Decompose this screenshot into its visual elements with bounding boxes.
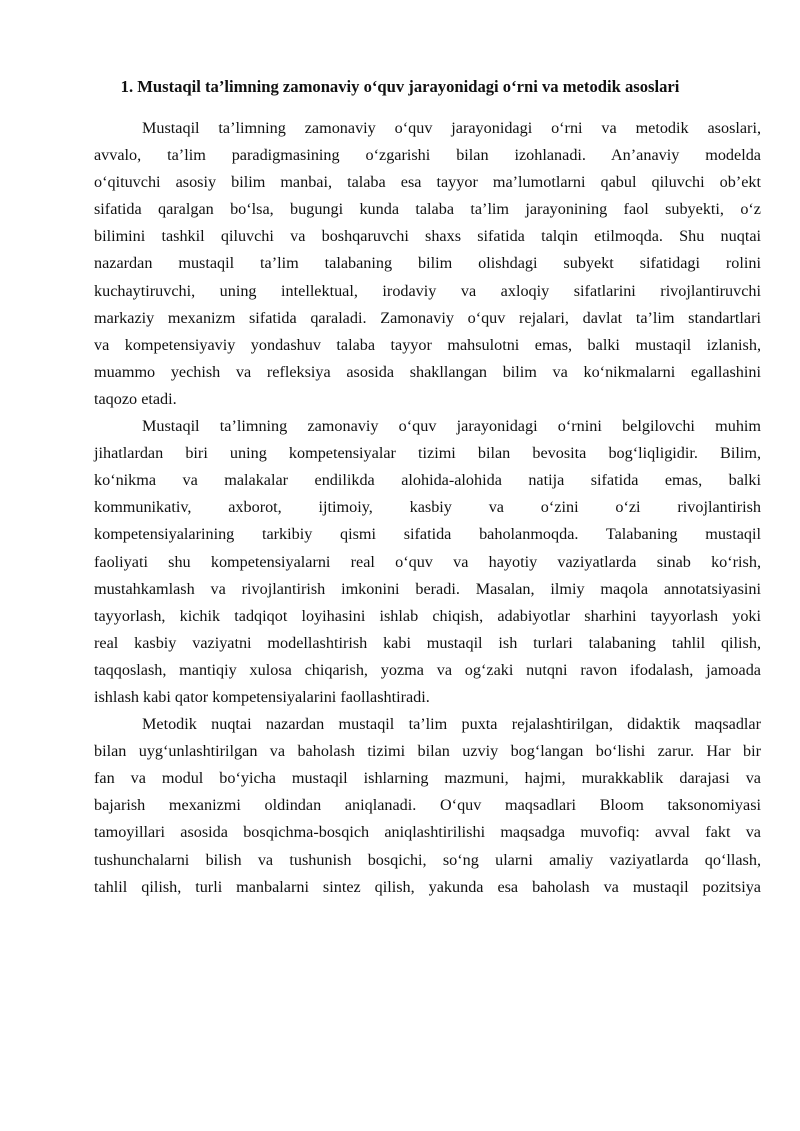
text-line: Mustaqil ta’limning zamonaviy o‘quv jarayonidagi o‘rnini belgilovchi muhim <box>142 417 761 436</box>
text-line: mustahkamlash va rivojlantirish imkonini beradi. Masalan, ilmiy maqola annotatsiyasini <box>94 579 761 598</box>
text-line: jihatlardan biri uning kompetensiyalar tizimi bilan bevosita bog‘liqligidir. Bilim, <box>94 444 761 463</box>
text-line: taqozo etadi. <box>94 389 177 408</box>
text-line: bilimini tashkil qiluvchi va boshqaruvchi shaxs sifatida talqin etilmoqda. Shu nuqtai <box>94 227 761 246</box>
section-heading: 1. Mustaqil ta’limning zamonaviy o‘quv jarayonidagi o‘rni va metodik asoslari <box>120 77 680 96</box>
paragraph <box>94 711 761 901</box>
text-line: markaziy mexanizm sifatida qaraladi. Zamonaviy o‘quv rejalari, davlat ta’lim standartlari <box>94 308 761 327</box>
text-line: avvalo, ta’lim paradigmasining o‘zgarishi bilan izohlanadi. An’anaviy modelda <box>94 146 761 165</box>
text-line: muammo yechish va refleksiya asosida shakllangan bilim va ko‘nikmalarni egallashini <box>94 362 761 381</box>
text-line: real kasbiy vaziyatni modellashtirish kabi mustaqil ish turlari talabaning tahlil qilish, <box>94 633 761 652</box>
text-line: bajarish mexanizmi oldindan aniqlanadi. O‘quv maqsadlari Bloom taksonomiyasi <box>94 796 761 815</box>
paragraph <box>94 413 761 711</box>
text-line: kuchaytiruvchi, uning intellektual, irodaviy va axloqiy sifatlarini rivojlantiruvchi <box>94 281 761 300</box>
text-line: nazardan mustaqil ta’lim talabaning bilim olishdagi subyekt sifatidagi rolini <box>94 254 761 273</box>
text-line: o‘qituvchi asosiy bilim manbai, talaba esa tayyor ma’lumotlarni qabul qiluvchi ob’ekt <box>94 173 761 192</box>
text-line: taqqoslash, mantiqiy xulosa chiqarish, yozma va og‘zaki nutqni ravon ifodalash, jamoada <box>94 660 761 679</box>
text-line: Mustaqil ta’limning zamonaviy o‘quv jarayonidagi o‘rni va metodik asoslari, <box>142 119 761 137</box>
text-line: va kompetensiyaviy yondashuv talaba tayyor mahsulotni emas, balki mustaqil izlanish, <box>94 335 761 354</box>
text-line: ishlash kabi qator kompetensiyalarini faollashtiradi. <box>94 687 430 706</box>
text-line: Metodik nuqtai nazardan mustaqil ta’lim puxta rejalashtirilgan, didaktik maqsadlar <box>142 715 761 734</box>
text-line: tahlil qilish, turli manbalarni sintez qilish, yakunda esa baholash va mustaqil pozitsiya <box>94 877 761 896</box>
text-line: tayyorlash, kichik tadqiqot loyihasini ishlab chiqish, adabiyotlar sharhini tayyorlash yoki <box>94 606 761 625</box>
text-line: tushunchalarni bilish va tushunish bosqichi, so‘ng ularni amaliy vaziyatlarda qo‘llash, <box>94 850 761 869</box>
text-line: tamoyillari asosida bosqichma-bosqich aniqlashtirilishi maqsadga muvofiq: avval fakt va <box>94 823 761 842</box>
text-line: kompetensiyalarining tarkibiy qismi sifatida baholanmoqda. Talabaning mustaqil <box>94 525 761 544</box>
text-line: ko‘nikma va malakalar endilikda alohida-alohida natija sifatida emas, balki <box>94 471 761 490</box>
text-line: fan va modul bo‘yicha mustaqil ishlarning mazmuni, hajmi, murakkablik darajasi va <box>94 769 761 788</box>
text-line: sifatida qaralgan bo‘lsa, bugungi kunda talaba ta’lim jarayonining faol subyekti, o‘z <box>94 200 761 219</box>
text-line: bilan uyg‘unlashtirilgan va baholash tizimi bilan uzviy bog‘langan bo‘lishi zarur. Har bir <box>94 742 761 761</box>
body-text <box>94 115 761 901</box>
paragraph <box>94 115 761 413</box>
text-line: kommunikativ, axborot, ijtimoiy, kasbiy va o‘zini o‘zi rivojlantirish <box>94 498 761 517</box>
text-line: faoliyati shu kompetensiyalarni real o‘quv va hayotiy vaziyatlarda sinab ko‘rish, <box>94 552 761 571</box>
